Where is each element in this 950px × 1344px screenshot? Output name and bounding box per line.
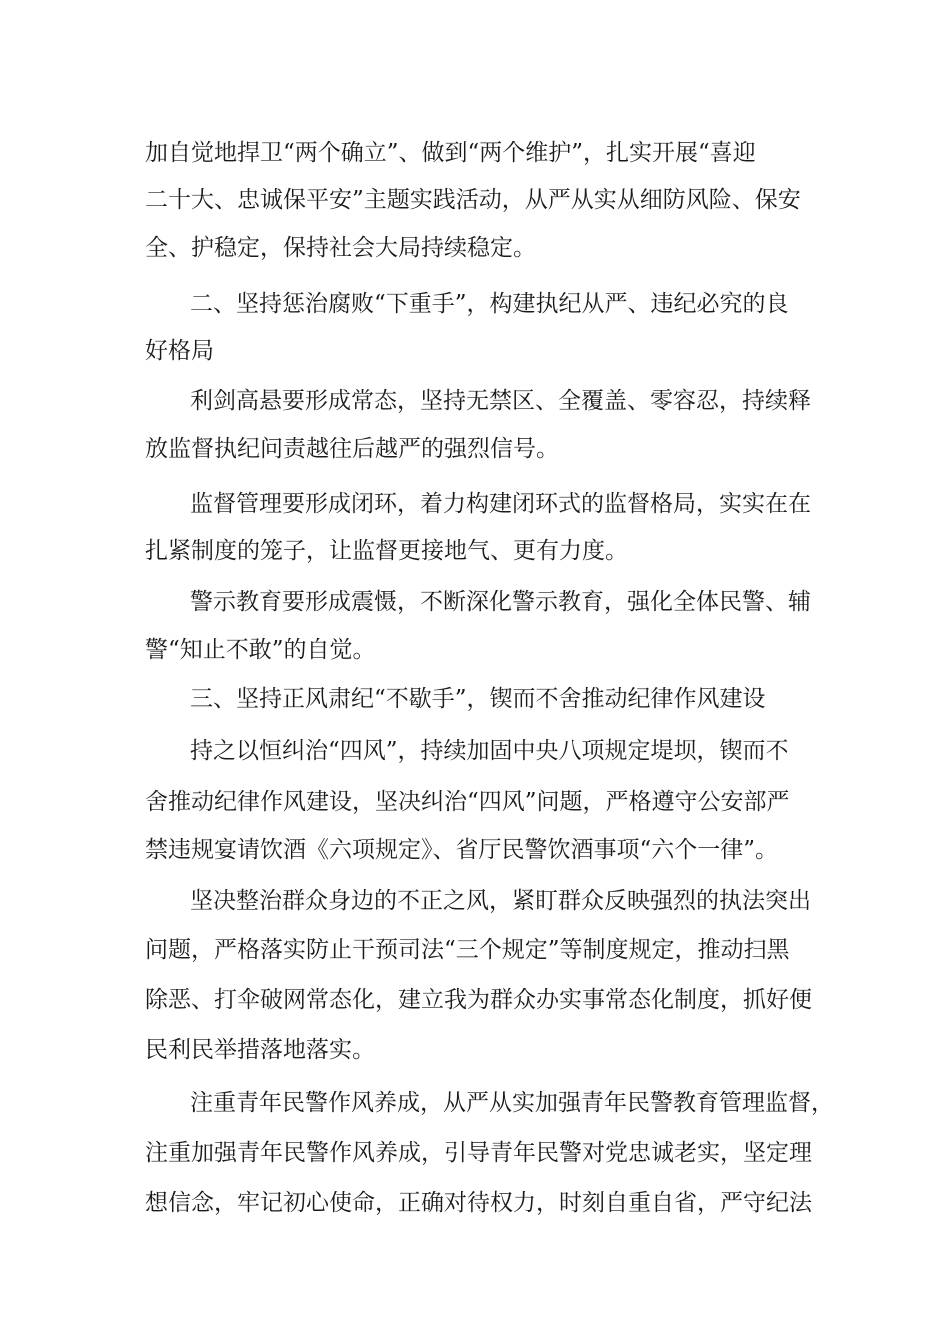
text-line	[0, 830, 950, 870]
text-line-content: 持之以恒纠治“四风”，持续加固中央八项规定堤坝，锲而不	[190, 738, 789, 764]
text-line	[0, 180, 950, 220]
text-line-content: 放监督执纪问责越往后越严的强烈信号。	[145, 436, 559, 462]
text-line-content: 舍推动纪律作风建设，坚决纠治“四风”问题，严格遵守公安部严	[145, 789, 790, 815]
text-line	[0, 1030, 950, 1070]
text-line-content: 监督管理要形成闭环，着力构建闭环式的监督格局，实实在在	[190, 491, 811, 517]
text-line	[0, 133, 950, 173]
text-line-content: 利剑高悬要形成常态，坚持无禁区、全覆盖、零容忍，持续释	[190, 388, 811, 414]
text-line	[0, 782, 950, 822]
text-line	[0, 980, 950, 1020]
text-line-content: 二十大、忠诚保平安”主题实践活动，从严从实从细防风险、保安	[145, 187, 801, 213]
text-line	[0, 381, 950, 421]
text-line-content: 加自觉地捍卫“两个确立”、做到“两个维护”，扎实开展“喜迎	[145, 140, 756, 166]
section-heading-line	[0, 284, 950, 324]
text-line-content: 想信念，牢记初心使命，正确对待权力，时刻自重自省，严守纪法	[145, 1190, 812, 1216]
text-line-content: 警示教育要形成震慑，不断深化警示教育，强化全体民警、辅	[190, 589, 811, 615]
text-line-content: 警“知止不敢”的自觉。	[145, 637, 376, 663]
text-line	[0, 881, 950, 921]
text-line-content: 注重青年民警作风养成，从严从实加强青年民警教育管理监督，	[190, 1090, 834, 1116]
text-line	[0, 1083, 950, 1123]
text-line-content: 注重加强青年民警作风养成，引导青年民警对党忠诚老实，坚定理	[145, 1140, 812, 1166]
text-line-content: 坚决整治群众身边的不正之风，紧盯群众反映强烈的执法突出	[190, 888, 811, 914]
text-line-content: 问题，严格落实防止干预司法“三个规定”等制度规定，推动扫黑	[145, 937, 790, 963]
text-line-content: 除恶、打伞破网常态化，建立我为群众办实事常态化制度，抓好便	[145, 987, 812, 1013]
text-line-content: 禁违规宴请饮酒《六项规定》、省厅民警饮酒事项“六个一律”。	[145, 837, 779, 863]
section-heading-text: 二、坚持惩治腐败“下重手”，构建执纪从严、违纪必究的良	[190, 291, 789, 317]
text-line	[0, 582, 950, 622]
text-line	[0, 228, 950, 268]
section-heading-text: 好格局	[145, 338, 214, 364]
text-line	[0, 429, 950, 469]
text-line-content: 全、护稳定，保持社会大局持续稳定。	[145, 235, 536, 261]
text-line	[0, 930, 950, 970]
text-line-content: 民利民举措落地落实。	[145, 1037, 375, 1063]
section-heading-text: 三、坚持正风肃纪“不歇手”，锲而不舍推动纪律作风建设	[190, 686, 766, 712]
section-heading-line	[0, 331, 950, 371]
text-line	[0, 630, 950, 670]
section-heading-line	[0, 679, 950, 719]
text-line	[0, 484, 950, 524]
text-line	[0, 1183, 950, 1223]
text-line	[0, 1133, 950, 1173]
text-line-content: 扎紧制度的笼子，让监督更接地气、更有力度。	[145, 538, 628, 564]
text-line	[0, 731, 950, 771]
text-line	[0, 531, 950, 571]
